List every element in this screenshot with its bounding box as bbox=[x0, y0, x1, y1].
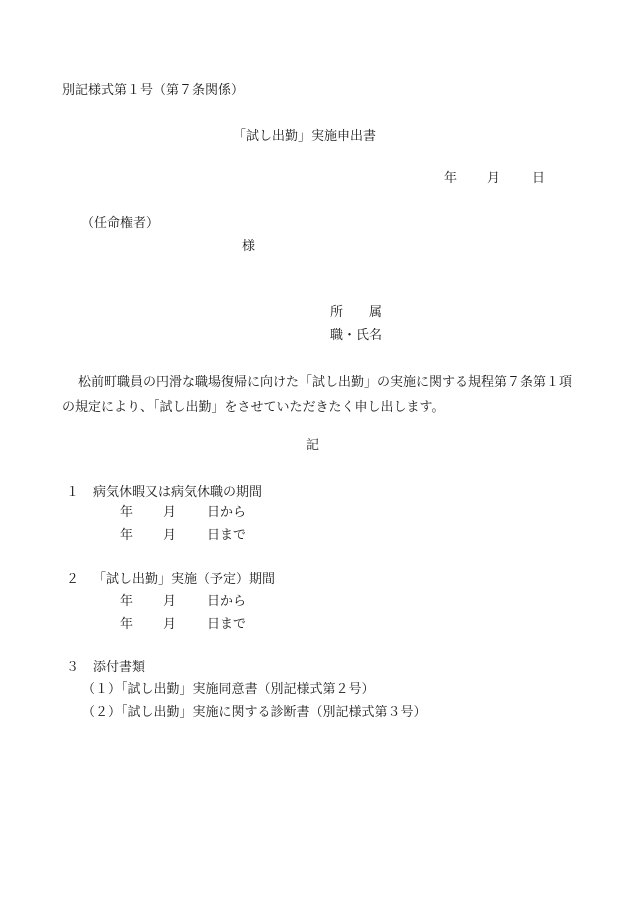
from-year: 年 bbox=[120, 505, 134, 520]
date-day: 日 bbox=[532, 171, 546, 186]
from-day: 日から bbox=[207, 594, 247, 609]
body-text: 松前町職員の円滑な職場復帰に向けた「試し出勤」の実施に関する規程第７条第１項の規定により、「試し出勤」をさせていただきたく申し出します。 bbox=[62, 375, 573, 415]
attached-doc-2: （２）「試し出勤」実施に関する診断書（別記様式第３号） bbox=[82, 705, 427, 720]
form-label: 別記様式第１号（第７条関係） bbox=[62, 83, 245, 98]
from-month: 月 bbox=[163, 594, 177, 609]
to-day: 日まで bbox=[207, 617, 247, 632]
item-number: １ bbox=[66, 485, 80, 500]
to-year: 年 bbox=[120, 617, 134, 632]
item-heading: 病気休暇又は病気休職の期間 bbox=[93, 485, 263, 500]
from-year: 年 bbox=[120, 594, 134, 609]
appointer-honorific: 様 bbox=[242, 239, 256, 254]
attached-doc-1: （１）「試し出勤」実施同意書（別記様式第２号） bbox=[82, 682, 375, 697]
applicant-affiliation: 所 属 bbox=[330, 305, 383, 320]
from-day: 日から bbox=[207, 505, 247, 520]
to-month: 月 bbox=[163, 617, 177, 632]
item-number: ３ bbox=[66, 660, 80, 675]
body-paragraph bbox=[62, 370, 582, 420]
date-year: 年 bbox=[444, 171, 458, 186]
to-year: 年 bbox=[120, 528, 134, 543]
date-month: 月 bbox=[487, 171, 501, 186]
appointer-label: （任命権者） bbox=[81, 216, 160, 231]
to-day: 日まで bbox=[207, 528, 247, 543]
to-month: 月 bbox=[163, 528, 177, 543]
document-title: 「試し出勤」実施申出書 bbox=[233, 129, 377, 144]
item-heading: 「試し出勤」実施（予定）期間 bbox=[93, 572, 276, 587]
ki-marker: 記 bbox=[306, 438, 320, 453]
item-number: ２ bbox=[66, 572, 80, 587]
from-month: 月 bbox=[163, 505, 177, 520]
applicant-name: 職・氏名 bbox=[330, 328, 383, 343]
item-heading: 添付書類 bbox=[93, 660, 146, 675]
